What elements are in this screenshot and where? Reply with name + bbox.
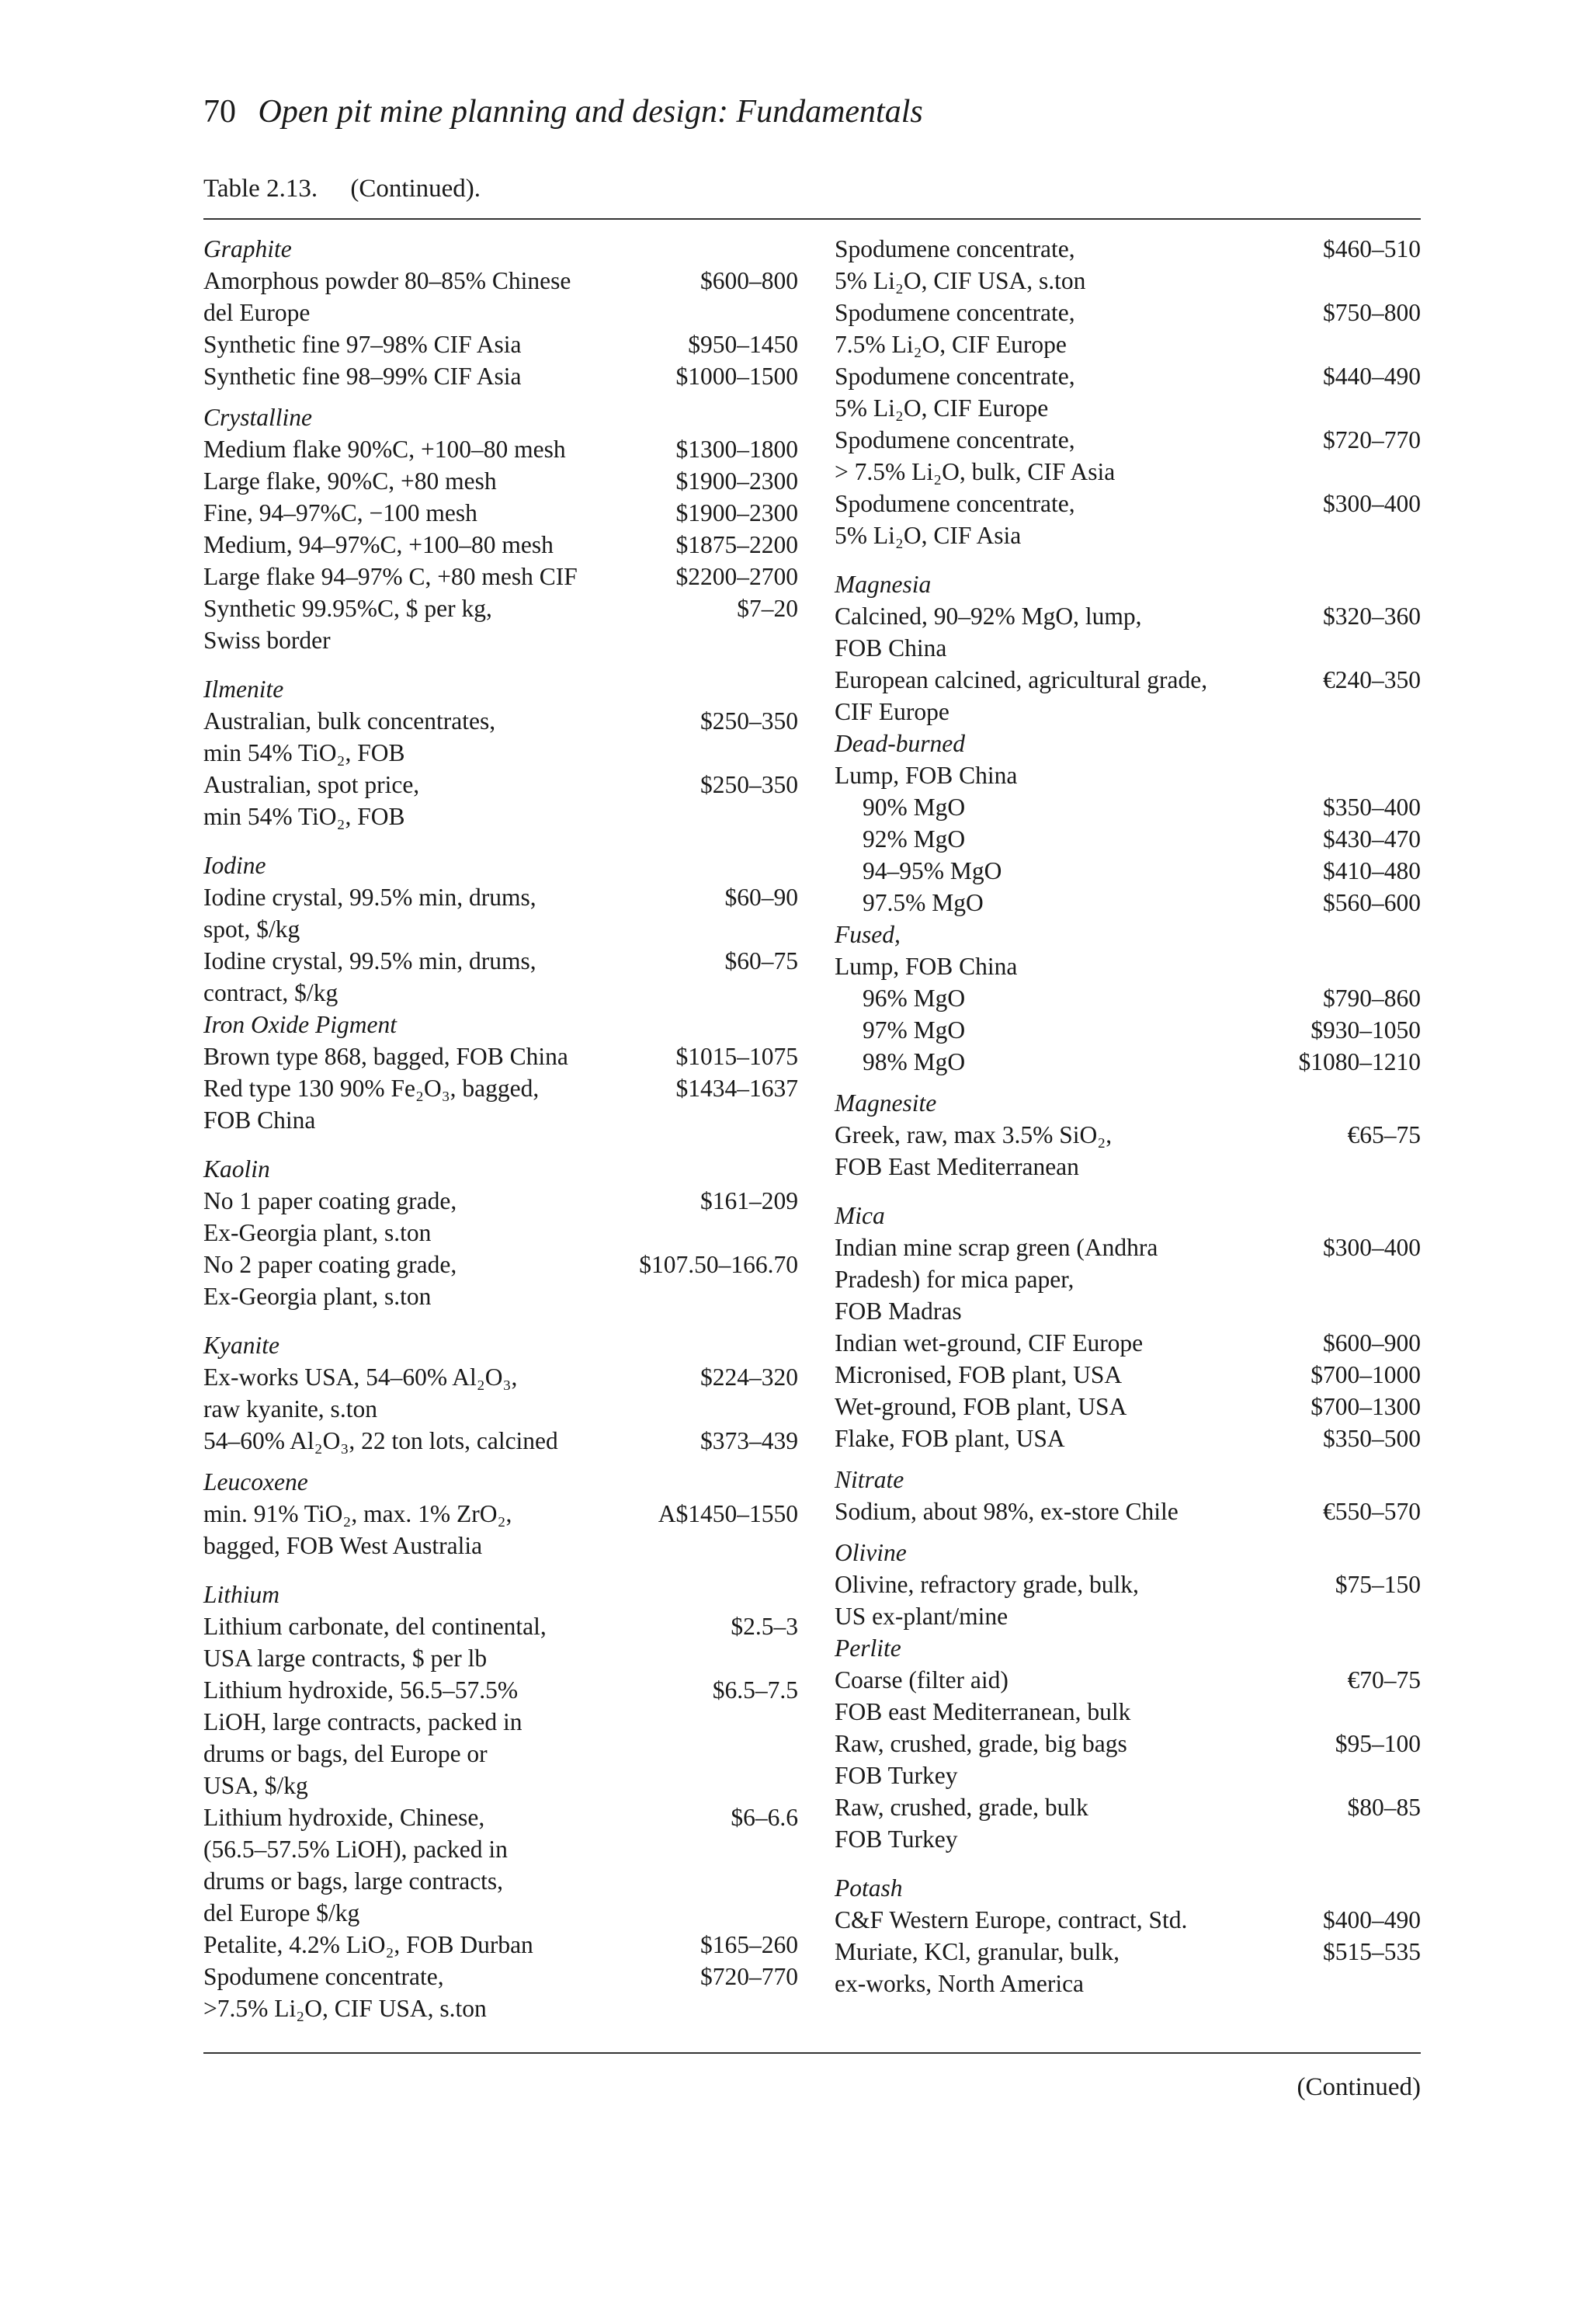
- commodity-description: Iodine crystal, 99.5% min, drums, contract, $/kg: [203, 947, 536, 1006]
- category-heading: Dead-burned: [835, 730, 965, 757]
- commodity-description: Lump, FOB China: [835, 953, 1018, 980]
- commodity-row: [203, 705, 798, 769]
- category-heading: Mica: [835, 1202, 885, 1229]
- commodity-description: Flake, FOB plant, USA: [835, 1425, 1065, 1452]
- commodity-price: $1080–1210: [1298, 1048, 1421, 1075]
- commodity-row: [203, 1249, 798, 1312]
- commodity-row: [203, 1361, 798, 1425]
- commodity-row: [203, 1425, 798, 1457]
- commodity-row: [835, 1391, 1421, 1423]
- commodity-price: $300–400: [1323, 490, 1421, 517]
- right-column: [835, 233, 1421, 1999]
- category-heading: Iodine: [203, 852, 266, 879]
- commodity-row: [203, 1801, 798, 1929]
- category-heading: Ilmenite: [203, 676, 284, 703]
- commodity-row: [203, 561, 798, 592]
- commodity-price: $60–75: [724, 947, 798, 974]
- commodity-row: [835, 360, 1421, 424]
- commodity-price: $1015–1075: [675, 1043, 798, 1070]
- commodity-row: [835, 791, 1421, 823]
- running-header: [203, 93, 923, 130]
- commodity-row: [835, 233, 1421, 297]
- category-heading: Lithium: [203, 1581, 280, 1608]
- commodity-price: $1875–2200: [675, 531, 798, 558]
- commodity-price: $350–500: [1323, 1425, 1421, 1452]
- category-heading: Olivine: [835, 1539, 907, 1566]
- commodity-row: [835, 759, 1421, 791]
- commodity-description: 94–95% MgO: [863, 857, 1002, 884]
- left-column: [203, 233, 798, 2024]
- commodity-description: Greek, raw, max 3.5% SiO₂, FOB East Mediterranean: [835, 1121, 1113, 1180]
- commodity-description: Sodium, about 98%, ex-store Chile: [835, 1498, 1179, 1525]
- commodity-description: Calcined, 90–92% MgO, lump, FOB China: [835, 603, 1142, 662]
- commodity-description: Medium flake 90%C, +100–80 mesh: [203, 436, 566, 463]
- category-heading: Iron Oxide Pigment: [203, 1011, 398, 1038]
- commodity-row: [203, 1185, 798, 1249]
- commodity-row: [203, 433, 798, 465]
- commodity-row: [203, 465, 798, 497]
- commodity-price: $1000–1500: [675, 363, 798, 390]
- commodity-price: A$1450–1550: [658, 1500, 798, 1527]
- commodity-description: Brown type 868, bagged, FOB China: [203, 1043, 568, 1070]
- commodity-price: $720–770: [1323, 426, 1421, 453]
- commodity-price: $440–490: [1323, 363, 1421, 390]
- category-heading: Crystalline: [203, 404, 312, 431]
- commodity-price: $400–490: [1323, 1906, 1421, 1933]
- commodity-price: $373–439: [700, 1427, 798, 1454]
- commodity-row: [203, 945, 798, 1009]
- commodity-price: $410–480: [1323, 857, 1421, 884]
- commodity-description: Amorphous powder 80–85% Chinese del Europe: [203, 267, 571, 326]
- commodity-description: Australian, bulk concentrates, min 54% TiO₂, FOB: [203, 707, 496, 766]
- commodity-row: [203, 360, 798, 392]
- commodity-description: Raw, crushed, grade, big bags FOB Turkey: [835, 1730, 1127, 1789]
- commodity-description: Spodumene concentrate, > 7.5% Li₂O, bulk, CIF Asia: [835, 426, 1116, 485]
- commodity-row: [203, 497, 798, 529]
- commodity-description: Large flake 94–97% C, +80 mesh CIF: [203, 563, 578, 590]
- commodity-price: $350–400: [1323, 794, 1421, 821]
- commodity-price: €65–75: [1347, 1121, 1421, 1148]
- table-bottom-rule: [203, 2052, 1421, 2054]
- commodity-row: [835, 823, 1421, 855]
- commodity-row: [835, 1728, 1421, 1791]
- commodity-description: Australian, spot price, min 54% TiO₂, FOB: [203, 771, 420, 830]
- commodity-row: [203, 328, 798, 360]
- commodity-price: $560–600: [1323, 889, 1421, 916]
- table-continued-note: (Continued).: [350, 175, 481, 203]
- category-heading: Perlite: [835, 1634, 901, 1662]
- commodity-description: No 2 paper coating grade, Ex-Georgia plant, s.ton: [203, 1251, 457, 1310]
- commodity-description: C&F Western Europe, contract, Std.: [835, 1906, 1188, 1933]
- commodity-description: Muriate, KCl, granular, bulk, ex-works, North America: [835, 1938, 1120, 1997]
- commodity-description: Lithium carbonate, del continental, USA large contracts, $ per lb: [203, 1613, 547, 1672]
- commodity-row: [835, 1791, 1421, 1855]
- book-title: Open pit mine planning and design: Fundamentals: [258, 94, 923, 130]
- commodity-description: Synthetic fine 97–98% CIF Asia: [203, 331, 522, 358]
- continued-footer: (Continued): [1297, 2073, 1421, 2101]
- commodity-price: $250–350: [700, 771, 798, 798]
- commodity-row: [835, 664, 1421, 728]
- commodity-row: [203, 592, 798, 656]
- commodity-price: $7–20: [737, 595, 798, 622]
- commodity-row: [835, 1046, 1421, 1078]
- category-heading: Fused,: [835, 921, 901, 948]
- commodity-price: $6.5–7.5: [712, 1676, 798, 1704]
- commodity-description: Spodumene concentrate, >7.5% Li₂O, CIF USA, s.ton: [203, 1963, 487, 2022]
- commodity-row: [835, 1327, 1421, 1359]
- commodity-description: 97.5% MgO: [863, 889, 984, 916]
- commodity-row: [835, 1119, 1421, 1183]
- commodity-price: $700–1300: [1311, 1393, 1421, 1420]
- commodity-row: [835, 1014, 1421, 1046]
- commodity-price: $1900–2300: [675, 499, 798, 526]
- commodity-description: Ex-works USA, 54–60% Al₂O₃, raw kyanite, s.ton: [203, 1363, 518, 1423]
- commodity-row: [203, 1674, 798, 1801]
- page-number: 70: [203, 94, 236, 130]
- commodity-row: [835, 600, 1421, 664]
- commodity-price: $1434–1637: [675, 1075, 798, 1102]
- category-heading: Magnesia: [835, 571, 932, 598]
- commodity-price: $950–1450: [688, 331, 798, 358]
- commodity-price: $430–470: [1323, 825, 1421, 853]
- commodity-price: $700–1000: [1311, 1361, 1421, 1388]
- commodity-row: [835, 855, 1421, 887]
- commodity-price: $460–510: [1323, 235, 1421, 262]
- commodity-description: Lithium hydroxide, Chinese, (56.5–57.5% LiOH), packed in drums or bags, large contracts, del Europe $/kg: [203, 1804, 508, 1926]
- commodity-price: $790–860: [1323, 985, 1421, 1012]
- commodity-price: $750–800: [1323, 299, 1421, 326]
- commodity-price: $2200–2700: [675, 563, 798, 590]
- commodity-row: [203, 881, 798, 945]
- commodity-price: $600–800: [700, 267, 798, 294]
- commodity-price: $95–100: [1335, 1730, 1421, 1757]
- commodity-description: European calcined, agricultural grade, CIF Europe: [835, 666, 1208, 725]
- commodity-price: $2.5–3: [731, 1613, 798, 1640]
- commodity-price: €240–350: [1323, 666, 1421, 693]
- commodity-row: [835, 950, 1421, 982]
- commodity-price: $1900–2300: [675, 467, 798, 495]
- commodity-row: [835, 1904, 1421, 1936]
- commodity-description: Iodine crystal, 99.5% min, drums, spot, $/kg: [203, 884, 536, 943]
- commodity-description: Petalite, 4.2% LiO₂, FOB Durban: [203, 1931, 533, 1958]
- commodity-row: [203, 1498, 798, 1561]
- commodity-description: Coarse (filter aid) FOB east Mediterranean, bulk: [835, 1666, 1131, 1725]
- commodity-description: Fine, 94–97%C, −100 mesh: [203, 499, 477, 526]
- commodity-price: $6–6.6: [731, 1804, 798, 1831]
- commodity-row: [835, 1568, 1421, 1632]
- commodity-description: Indian mine scrap green (Andhra Pradesh) for mica paper, FOB Madras: [835, 1234, 1158, 1325]
- commodity-row: [835, 1359, 1421, 1391]
- commodity-row: [835, 1423, 1421, 1454]
- category-heading: Leucoxene: [203, 1468, 308, 1495]
- commodity-row: [835, 488, 1421, 551]
- commodity-price: $320–360: [1323, 603, 1421, 630]
- commodity-price: €550–570: [1323, 1498, 1421, 1525]
- commodity-row: [203, 265, 798, 328]
- commodity-row: [835, 1664, 1421, 1728]
- commodity-description: Synthetic 99.95%C, $ per kg, Swiss border: [203, 595, 492, 654]
- commodity-price: $515–535: [1323, 1938, 1421, 1965]
- commodity-row: [835, 424, 1421, 488]
- category-heading: Kyanite: [203, 1332, 279, 1359]
- commodity-row: [835, 887, 1421, 919]
- commodity-price: $80–85: [1347, 1794, 1421, 1821]
- commodity-price: $161–209: [700, 1187, 798, 1214]
- commodity-description: Medium, 94–97%C, +100–80 mesh: [203, 531, 554, 558]
- commodity-price: $224–320: [700, 1363, 798, 1391]
- commodity-row: [835, 1936, 1421, 1999]
- commodity-description: 92% MgO: [863, 825, 966, 853]
- commodity-description: Lithium hydroxide, 56.5–57.5% LiOH, large contracts, packed in drums or bags, del Europe or USA, $/kg: [203, 1676, 522, 1799]
- commodity-row: [835, 1495, 1421, 1527]
- commodity-description: Spodumene concentrate, 5% Li₂O, CIF Asia: [835, 490, 1075, 549]
- commodity-price: $300–400: [1323, 1234, 1421, 1261]
- commodity-price: $250–350: [700, 707, 798, 735]
- commodity-description: 96% MgO: [863, 985, 966, 1012]
- commodity-price: $75–150: [1335, 1571, 1421, 1598]
- commodity-description: Indian wet-ground, CIF Europe: [835, 1329, 1144, 1357]
- commodity-price: $107.50–166.70: [639, 1251, 798, 1278]
- commodity-row: [835, 297, 1421, 360]
- commodity-description: 90% MgO: [863, 794, 966, 821]
- commodity-price: $60–90: [724, 884, 798, 911]
- table-label: Table 2.13.: [203, 175, 318, 203]
- commodity-description: Micronised, FOB plant, USA: [835, 1361, 1123, 1388]
- commodity-price: $720–770: [700, 1963, 798, 1990]
- commodity-description: min. 91% TiO₂, max. 1% ZrO₂, bagged, FOB West Australia: [203, 1500, 512, 1559]
- commodity-row: [203, 1961, 798, 2024]
- commodity-description: Spodumene concentrate, 5% Li₂O, CIF USA, s.ton: [835, 235, 1086, 294]
- category-heading: Potash: [835, 1874, 903, 1902]
- commodity-row: [203, 1040, 798, 1072]
- commodity-description: Spodumene concentrate, 5% Li₂O, CIF Europe: [835, 363, 1075, 422]
- table-top-rule: [203, 218, 1421, 220]
- category-heading: Nitrate: [835, 1466, 904, 1493]
- commodity-description: 97% MgO: [863, 1016, 966, 1044]
- commodity-description: Spodumene concentrate, 7.5% Li₂O, CIF Europe: [835, 299, 1075, 358]
- commodity-price: $600–900: [1323, 1329, 1421, 1357]
- commodity-row: [835, 982, 1421, 1014]
- commodity-price: €70–75: [1347, 1666, 1421, 1693]
- commodity-description: Large flake, 90%C, +80 mesh: [203, 467, 497, 495]
- commodity-price: $165–260: [700, 1931, 798, 1958]
- commodity-price: $930–1050: [1311, 1016, 1421, 1044]
- commodity-description: Olivine, refractory grade, bulk, US ex-plant/mine: [835, 1571, 1139, 1630]
- table-caption: [203, 175, 481, 203]
- category-heading: Graphite: [203, 235, 292, 262]
- commodity-row: [203, 1610, 798, 1674]
- commodity-row: [203, 1929, 798, 1961]
- commodity-description: Wet-ground, FOB plant, USA: [835, 1393, 1127, 1420]
- commodity-price: $1300–1800: [675, 436, 798, 463]
- category-heading: Magnesite: [835, 1089, 937, 1117]
- commodity-description: 54–60% Al₂O₃, 22 ton lots, calcined: [203, 1427, 558, 1454]
- commodity-description: 98% MgO: [863, 1048, 966, 1075]
- commodity-description: Raw, crushed, grade, bulk FOB Turkey: [835, 1794, 1088, 1853]
- commodity-description: No 1 paper coating grade, Ex-Georgia plant, s.ton: [203, 1187, 457, 1246]
- commodity-description: Synthetic fine 98–99% CIF Asia: [203, 363, 522, 390]
- commodity-row: [203, 769, 798, 832]
- commodity-row: [203, 1072, 798, 1136]
- commodity-row: [203, 529, 798, 561]
- commodity-row: [835, 1231, 1421, 1327]
- commodity-description: Red type 130 90% Fe₂O₃, bagged, FOB China: [203, 1075, 540, 1134]
- category-heading: Kaolin: [203, 1155, 270, 1183]
- commodity-description: Lump, FOB China: [835, 762, 1018, 789]
